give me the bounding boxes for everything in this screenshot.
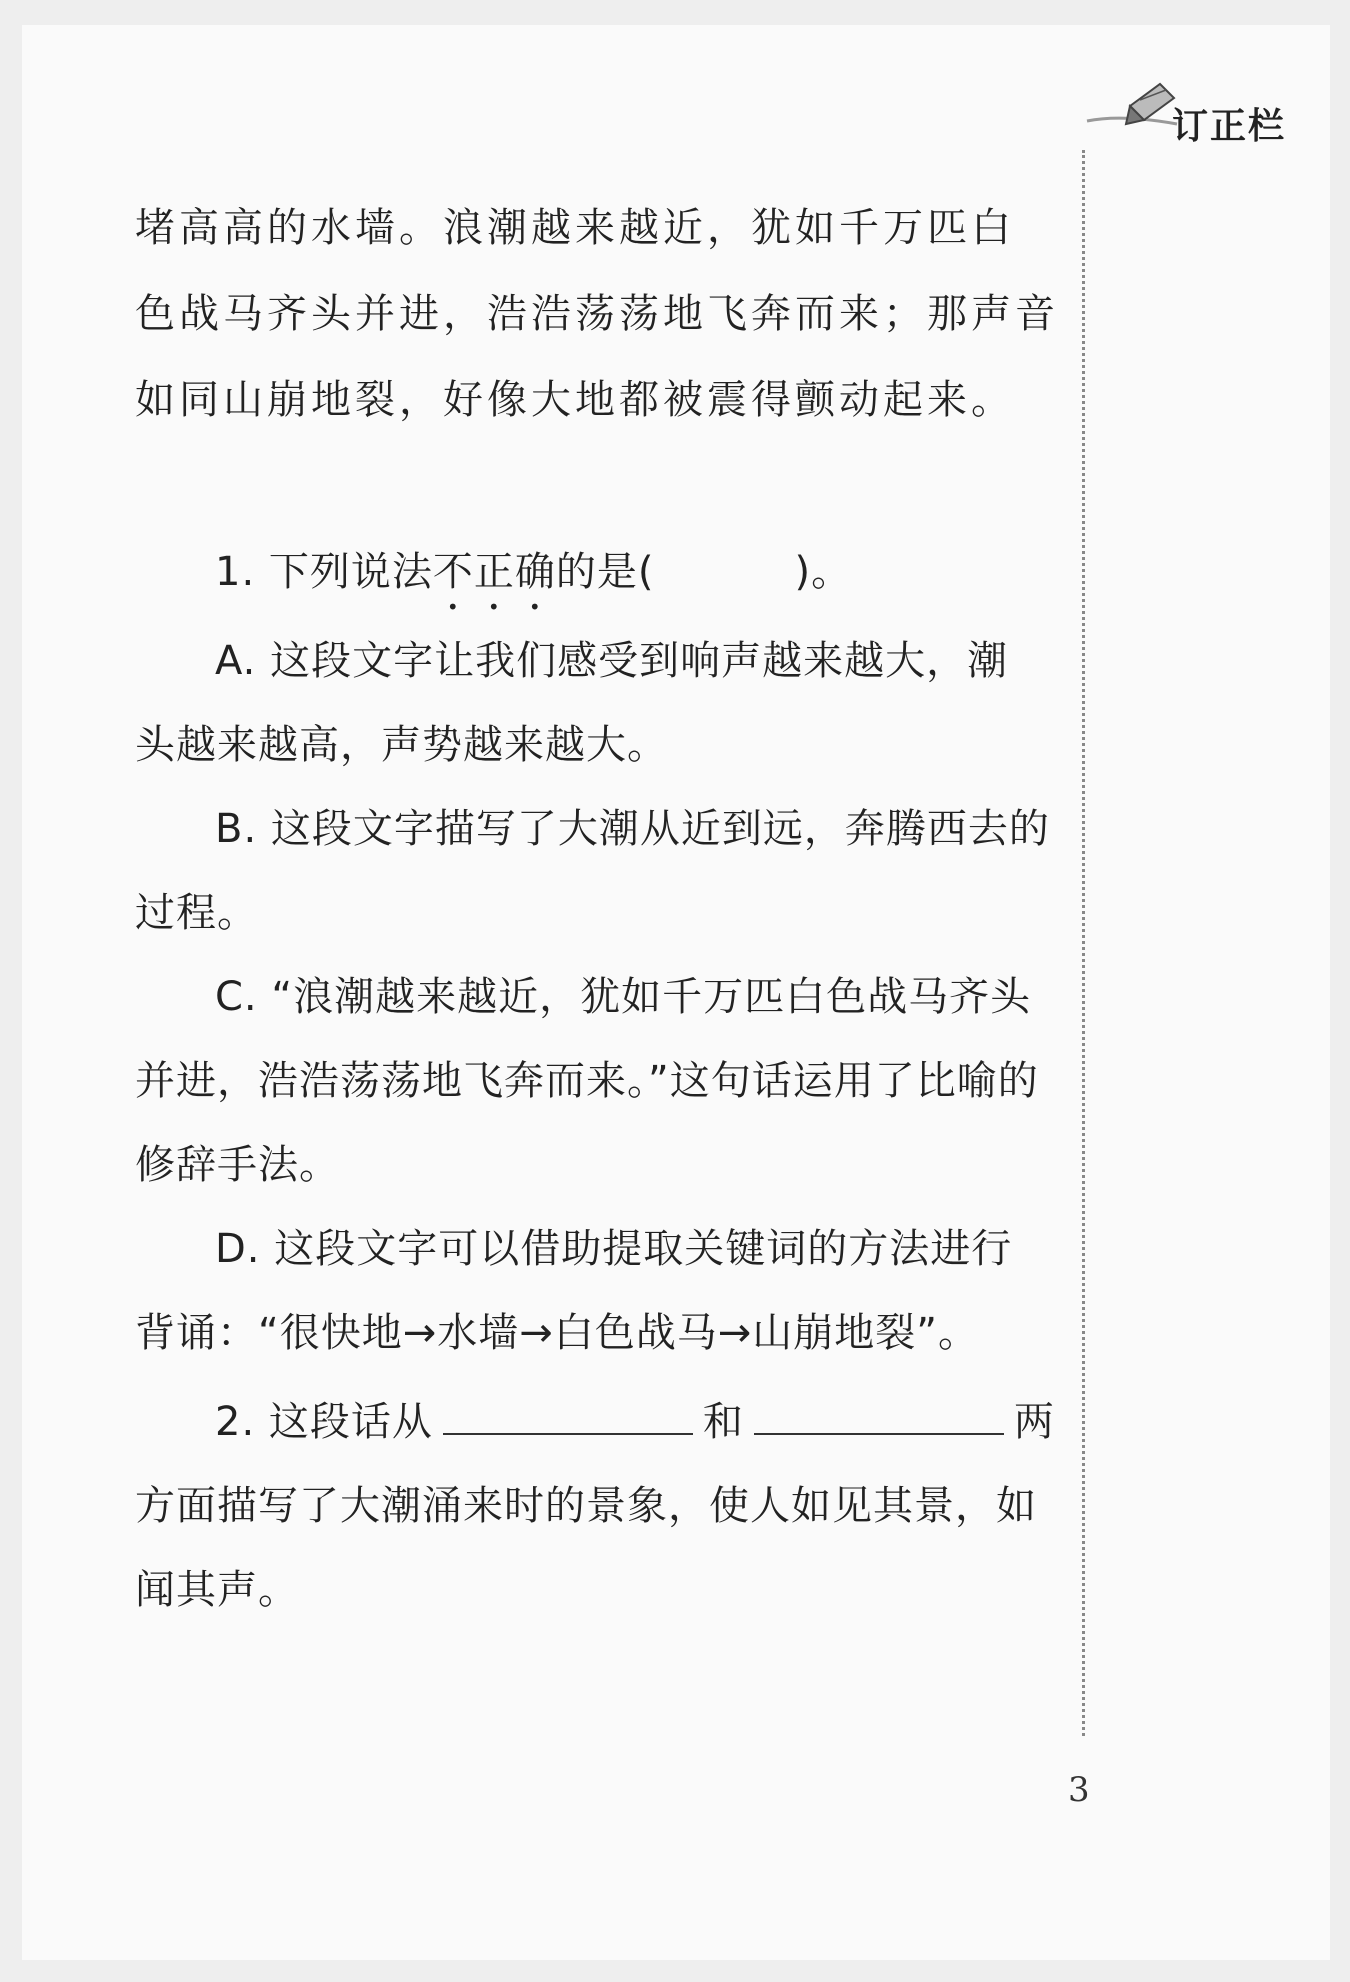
question-2 [135, 1380, 1065, 1632]
question-1-prefix: 1. 下列说法 [215, 549, 433, 595]
option-a: A. 这段文字让我们感受到响声越来越大，潮 [215, 638, 1009, 684]
question-2-line: 方面描写了大潮涌来时的景象，使人如见其景，如 [135, 1483, 1037, 1529]
margin-header [1082, 76, 1330, 156]
question-2-start: 2. 这段话从 [215, 1399, 433, 1445]
passage-line: 堵高高的水墙。浪潮越来越近，犹如千万匹白 [135, 205, 1015, 251]
option-b-cont: 过程。 [135, 890, 258, 936]
question-1-close: )。 [794, 549, 853, 595]
question-2-stem [135, 1380, 1065, 1464]
reading-passage [135, 185, 1065, 443]
passage-line: 如同山崩地裂，好像大地都被震得颤动起来。 [135, 377, 1015, 423]
option-c-cont: 修辞手法。 [135, 1142, 340, 1188]
question-1-stem [135, 530, 1065, 619]
pencil-icon [1082, 76, 1182, 146]
option-b: B. 这段文字描写了大潮从近到远，奔腾西去的 [215, 806, 1050, 852]
option-c: C. “浪潮越来越近，犹如千万匹白色战马齐头 [215, 974, 1032, 1020]
question-1-emphasis: 不正确 [432, 549, 556, 595]
margin-title: 订正栏 [1172, 106, 1287, 147]
margin-divider [1082, 150, 1085, 1736]
question-2-end: 两 [1013, 1399, 1055, 1445]
option-d: D. 这段文字可以借助提取关键词的方法进行 [215, 1226, 1013, 1272]
question-2-mid: 和 [702, 1399, 744, 1445]
fill-blank-1[interactable] [443, 1403, 693, 1435]
fill-blank-2[interactable] [754, 1403, 1004, 1435]
option-d-cont: 背诵：“很快地→水墙→白色战马→山崩地裂”。 [135, 1310, 979, 1356]
option-a-cont: 头越来越高，声势越来越大。 [135, 722, 668, 768]
option-c-cont: 并进，浩浩荡荡地飞奔而来。”这句话运用了比喻的 [135, 1058, 1039, 1104]
question-2-line: 闻其声。 [135, 1567, 299, 1613]
page-number: 3 [1068, 1770, 1090, 1810]
question-1 [135, 530, 1065, 1375]
question-1-suffix: 的是( [555, 549, 655, 595]
passage-line: 色战马齐头并进，浩浩荡荡地飞奔而来；那声音 [135, 291, 1059, 337]
